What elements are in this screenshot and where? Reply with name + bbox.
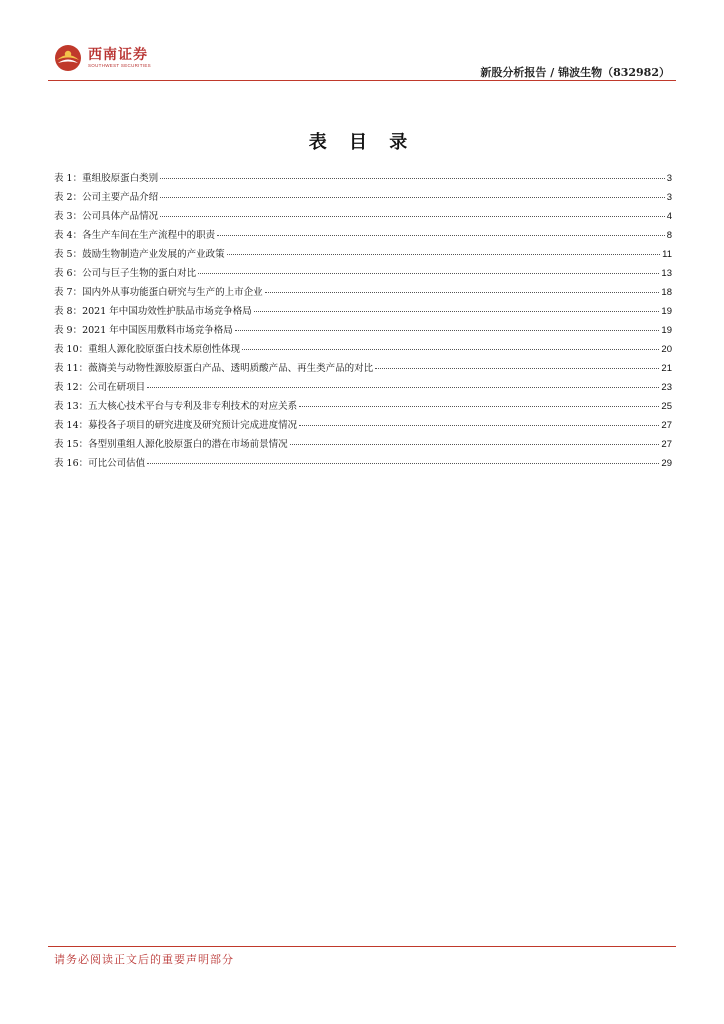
toc-dot-leader [299,425,659,426]
toc-entry[interactable] [54,322,672,341]
toc-entry-page: 19 [661,325,672,336]
toc-entry[interactable] [54,170,672,189]
toc-entry[interactable] [54,341,672,360]
toc-entry[interactable] [54,360,672,379]
toc-entry-label: 表 7：国内外从事功能蛋白研究与生产的上市企业 [54,287,263,298]
toc-entry-label: 表 15：各型别重组人源化胶原蛋白的潜在市场前景情况 [54,439,288,450]
toc-entry[interactable] [54,379,672,398]
toc-entry-label: 表 1：重组胶原蛋白类别 [54,173,159,184]
toc-dot-leader [299,406,659,407]
toc-entry[interactable] [54,208,672,227]
toc-dot-leader [160,197,665,198]
toc-title: 表 目 录 [308,132,416,153]
toc-entry-label: 表 5：鼓励生物制造产业发展的产业政策 [54,249,225,260]
toc-dot-leader [147,387,659,388]
toc-entry-label: 表 11：薇旖美与动物性源胶原蛋白产品、透明质酸产品、再生类产品的对比 [54,363,374,374]
toc-entry-page: 23 [661,382,672,393]
toc-entry-page: 29 [661,458,672,469]
toc-entry-page: 4 [666,211,672,222]
toc-dot-leader [235,330,660,331]
toc-entry-label: 表 10：重组人源化胶原蛋白技术原创性体现 [54,344,241,355]
toc-entry[interactable] [54,246,672,265]
toc-entry[interactable] [54,303,672,322]
brand-logo [54,44,151,72]
toc-dot-leader [227,254,661,255]
toc-entry-page: 19 [661,306,672,317]
toc-entry-label: 表 12：公司在研项目 [54,382,146,393]
toc-dot-leader [265,292,660,293]
toc-entry[interactable] [54,455,672,474]
toc-entry-label: 表 13：五大核心技术平台与专利及非专利技术的对应关系 [54,401,298,412]
footer-divider [48,946,676,947]
toc-entry-label: 表 8：2021 年中国功效性护肤品市场竞争格局 [54,306,252,317]
brand-name-en: SOUTHWEST SECURITIES [88,63,151,68]
toc-dot-leader [147,463,659,464]
toc-entry-label: 表 9：2021 年中国医用敷料市场竞争格局 [54,325,233,336]
toc-entry-page: 27 [661,420,672,431]
toc-dot-leader [160,178,665,179]
toc-dot-leader [290,444,660,445]
header-divider [48,80,676,81]
toc-entry-page: 20 [661,344,672,355]
toc-entry[interactable] [54,398,672,417]
brand-logo-icon [54,44,82,72]
toc-entry-label: 表 16：可比公司估值 [54,458,146,469]
toc-entry-label: 表 2：公司主要产品介绍 [54,192,159,203]
toc-entry[interactable] [54,265,672,284]
toc-entry-page: 13 [661,268,672,279]
toc-entry-page: 21 [661,363,672,374]
brand-name-cn: 西南证券 [88,47,148,63]
toc-dot-leader [375,368,659,369]
toc-dot-leader [217,235,665,236]
toc-dot-leader [242,349,659,350]
toc-entry-page: 8 [666,230,672,241]
toc-entry-page: 27 [661,439,672,450]
toc-entry-label: 表 6：公司与巨子生物的蛋白对比 [54,268,197,279]
toc-entry-label: 表 14：募投各子项目的研究进度及研究预计完成进度情况 [54,420,298,431]
table-of-tables [54,170,672,474]
toc-entry[interactable] [54,227,672,246]
footer-disclaimer: 请务必阅读正文后的重要声明部分 [54,953,234,966]
toc-entry-page: 18 [661,287,672,298]
toc-entry-label: 表 4：各生产车间在生产流程中的职责 [54,230,216,241]
toc-entry[interactable] [54,284,672,303]
toc-entry-page: 25 [661,401,672,412]
toc-entry[interactable] [54,189,672,208]
toc-entry-page: 11 [662,249,672,260]
toc-entry-label: 表 3：公司具体产品情况 [54,211,159,222]
toc-dot-leader [160,216,665,217]
report-header-label: 新股分析报告 / 锦波生物（832982） [480,66,670,79]
toc-dot-leader [254,311,660,312]
toc-entry-page: 3 [666,173,672,184]
toc-dot-leader [198,273,659,274]
toc-entry[interactable] [54,417,672,436]
toc-entry[interactable] [54,436,672,455]
toc-entry-page: 3 [666,192,672,203]
